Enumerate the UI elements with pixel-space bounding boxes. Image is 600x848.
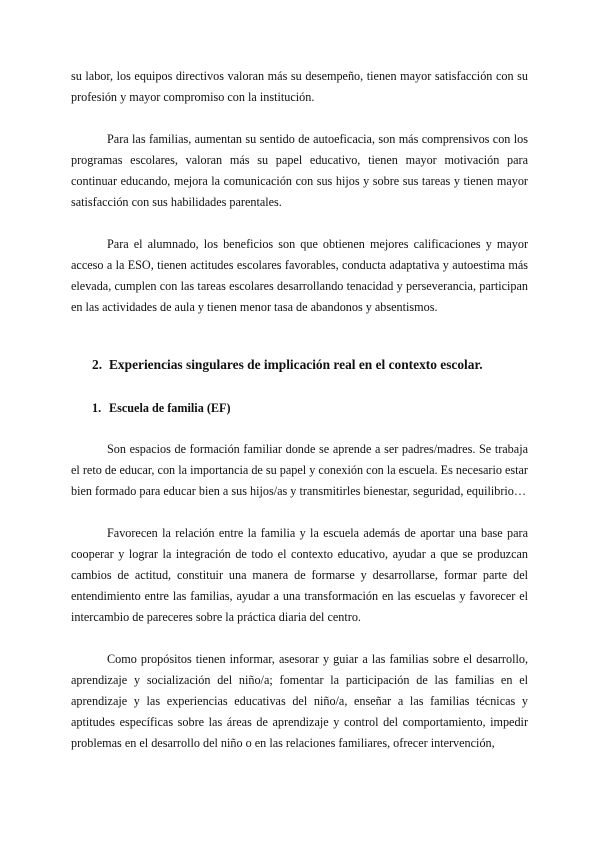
paragraph-ef-definition: Son espacios de formación familiar donde se aprende a ser padres/madres. Se trabaja el reto de educar, con la importancia de su papel y conexión con la escuela. Es necesario estar bien formado para educar bien a sus hijos/as y transmitirles bienestar, seguridad, equilibrio… [71, 442, 528, 498]
paragraph-ef-favor: Favorecen la relación entre la familia y la escuela además de aportar una base para cooperar y lograr la integración de todo el contexto educativo, ayudar a que se produzcan cambios de actitud, constituir una manera de formarse y desarrollarse, formar parte del entendimiento entre las familias, ayudar a una transformación en las escuelas y favorecer el intercambio de pareceres sobre la práctica diaria del centro. [71, 526, 528, 624]
paragraph-student-benefits: Para el alumnado, los beneficios son que obtienen mejores calificaciones y mayor acceso a la ESO, tienen actitudes escolares favorables, conducta adaptativa y autoestima más elevada, cumplen con las tareas escolares desarrollando tenacidad y perseverancia, participan en las actividades de aula y tienen menor tasa de abandonos y absentismos. [71, 237, 528, 314]
paragraph-staff-benefits: su labor, los equipos directivos valoran más su desempeño, tienen mayor satisfacción con su profesión y mayor compromiso con la institución. [71, 69, 528, 104]
subsection-heading [71, 398, 528, 419]
section-number: 2. [92, 357, 103, 372]
section-heading [71, 354, 528, 375]
paragraph-family-benefits: Para las familias, aumentan su sentido de autoeficacia, son más comprensivos con los programas escolares, valoran más su papel educativo, tienen mayor motivación para continuar educando, mejora la comunicación con sus hijos y sobre sus tareas y tienen mayor satisfacción con sus habilidades parentales. [71, 132, 528, 209]
paragraph-ef-purposes: Como propósitos tienen informar, asesorar y guiar a las familias sobre el desarrollo, aprendizaje y socialización del niño/a; fomentar la participación de las familias en el aprendizaje y las experiencias educativas del niño/a, enseñar a las familias técnicas y aptitudes específicas sobre las áreas de aprendizaje y control del comportamiento, impedir problemas en el desarrollo del niño o en las relaciones familiares, ofrecer intervención, [71, 652, 528, 750]
section-title: Experiencias singulares de implicación real en el contexto escolar. [109, 357, 483, 372]
document-page [71, 66, 528, 754]
subsection-number: 1. [92, 401, 102, 415]
subsection-title: Escuela de familia (EF) [109, 401, 231, 415]
